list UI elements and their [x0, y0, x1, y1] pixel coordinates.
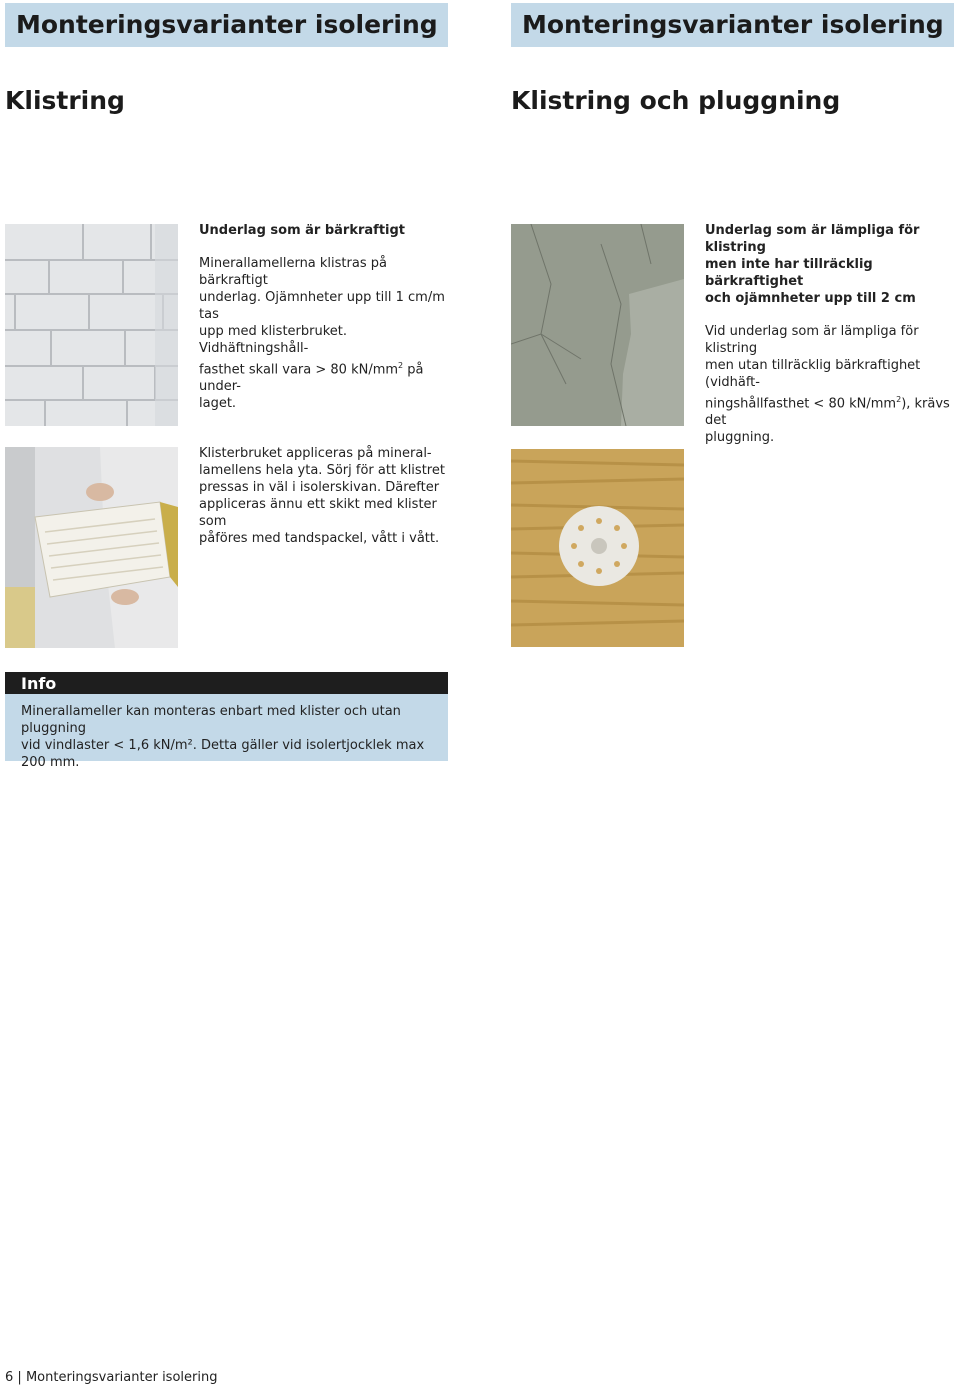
left-block-2-line-5: påföres med tandspackel, vått i vått.	[199, 531, 440, 546]
info-box-body	[5, 694, 448, 770]
left-block-1-sup: 2	[398, 361, 404, 370]
left-page-header	[5, 3, 448, 47]
right-block-1-line-3: ningshållfasthet < 80 kN/mm	[705, 396, 897, 412]
info-box-line-1: Minerallameller kan monteras enbart med klister och utan pluggning	[21, 704, 401, 736]
plaster-wall-photo	[511, 224, 684, 426]
right-block-1-heading-line-1: Underlag som är lämpliga för klistring	[705, 223, 920, 255]
right-block-1	[705, 222, 957, 446]
left-block-1-line-5: laget.	[199, 396, 237, 412]
left-block-2	[199, 445, 449, 547]
footer-separator: |	[17, 1370, 22, 1385]
left-block-2-body	[199, 445, 449, 547]
insulation-dowel-photo	[511, 449, 684, 647]
right-block-1-line-4: pluggning.	[705, 430, 775, 446]
left-block-1-heading: Underlag som är bärkraftigt	[199, 223, 406, 238]
left-block-1	[199, 222, 449, 412]
footer-label: Monteringsvarianter isolering	[25, 1370, 218, 1385]
info-box-line-2: vid vindlaster < 1,6 kN/m². Detta gäller vid isolertjocklek max 200 mm.	[21, 738, 425, 770]
left-block-1-line-2: underlag. Ojämnheter upp till 1 cm/m tas	[199, 290, 445, 322]
right-page-header-title: Monteringsvarianter isolering	[522, 10, 944, 39]
page-number: 6	[5, 1370, 14, 1385]
right-block-1-sup: 2	[896, 395, 902, 404]
left-block-2-line-4: appliceras ännu ett skikt med klister som	[199, 497, 437, 529]
right-block-1-line-1: Vid underlag som är lämpliga för klistring	[705, 324, 919, 356]
page-footer	[5, 1370, 217, 1385]
right-page-header	[511, 3, 954, 47]
right-block-1-body	[705, 323, 957, 446]
section-heading-klistring: Klistring	[5, 86, 125, 115]
left-block-1-line-3: upp med klisterbruket. Vidhäftningshåll-	[199, 324, 348, 356]
left-block-2-line-2: lamellens hela yta. Sörj för att klistret	[199, 463, 445, 478]
right-block-1-line-3-tail: ), krävs det	[705, 396, 950, 429]
right-block-1-heading	[705, 222, 957, 307]
left-block-2-line-3: pressas in väl i isolerskivan. Därefter	[199, 480, 440, 495]
info-box-title: Info	[5, 672, 448, 694]
left-page-header-title: Monteringsvarianter isolering	[16, 10, 438, 39]
left-block-1-body	[199, 255, 449, 412]
right-block-1-heading-line-2: men inte har tillräcklig bärkraftighet	[705, 257, 873, 289]
left-block-1-line-1: Minerallamellerna klistras på bärkraftigt	[199, 256, 387, 288]
right-block-1-heading-line-3: och ojämnheter upp till 2 cm	[705, 291, 916, 306]
right-block-1-line-2: men utan tillräcklig bärkraftighet (vidhäft-	[705, 358, 921, 390]
left-block-1-line-4-tail: på under-	[199, 362, 424, 395]
left-block-1-line-4: fasthet skall vara > 80 kN/mm	[199, 362, 399, 378]
info-box	[5, 672, 448, 770]
section-heading-klistring-pluggning: Klistring och pluggning	[511, 86, 841, 115]
applying-adhesive-photo	[5, 447, 178, 648]
brick-wall-photo	[5, 224, 178, 426]
left-block-2-line-1: Klisterbruket appliceras på mineral-	[199, 446, 432, 461]
